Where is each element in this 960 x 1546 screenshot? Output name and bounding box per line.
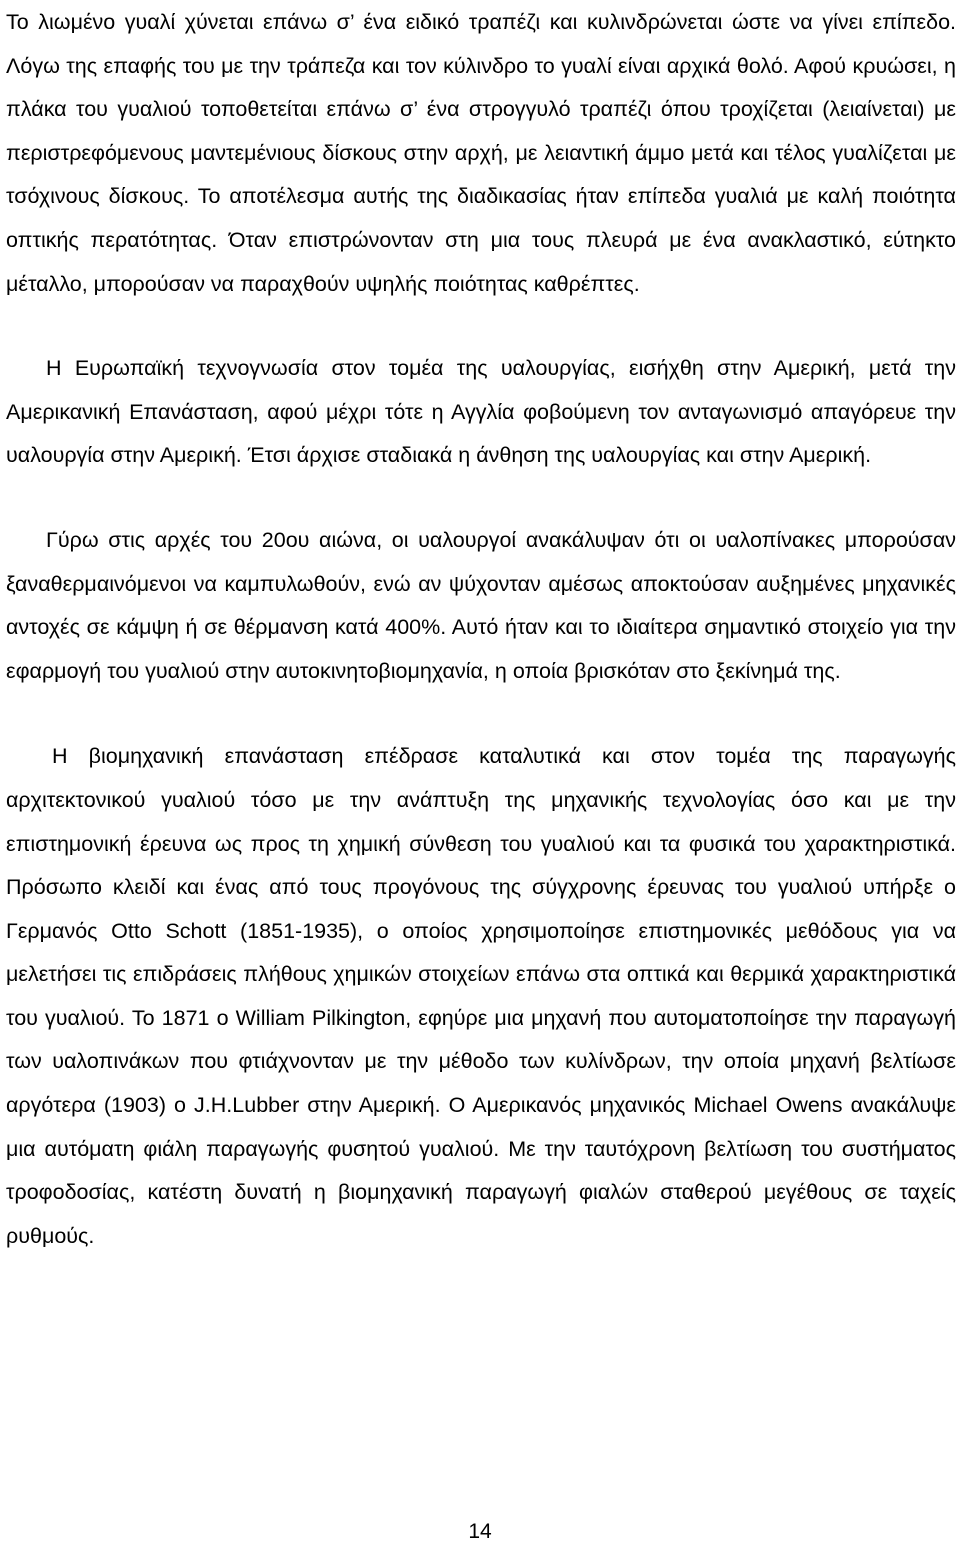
paragraph: Γύρω στις αρχές του 20ου αιώνα, οι υαλουργοί ανακάλυψαν ότι οι υαλοπίνακες μπορούσαν ξαναθερμαινόμενοι να καμπυλωθούν, ενώ αν ψύχονταν αμέσως αποκτούσαν αυξημένες μηχανικές αντοχές σε κάμψη ή σε θέρμανση κατά 400%. Αυτό ήταν και το ιδιαίτερα σημαντικό στοιχείο για την εφαρμογή του γυαλιού στην αυτοκινητοβιομηχανία, η οποία βρισκόταν στο ξεκίνημά της.: [6, 527, 956, 683]
paragraph: Το λιωμένο γυαλί χύνεται επάνω σ’ ένα ειδικό τραπέζι και κυλινδρώνεται ώστε να γίνει επίπεδο. Λόγω της επαφής του με την τράπεζα και τον κύλινδρο το γυαλί είναι αρχικά θολό. Αφού κρυώσει, η πλάκα του γυαλιού τοποθετείται επάνω σ’ ένα στρογγυλό τραπέζι όπου τροχίζεται (λειαίνεται) με περιστρεφόμενους μαντεμένιους δίσκους στην αρχή, με λειαντική άμμο μετά και τέλος γυαλίζεται με τσόχινους δίσκους. Το αποτέλεσμα αυτής της διαδικασίας ήταν επίπεδα γυαλιά με καλή ποιότητα οπτικής περατότητας. Όταν επιστρώνονταν στη μια τους πλευρά με ένα ανακλαστικό, εύτηκτο μέταλλο, μπορούσαν να παραχθούν υψηλής ποιότητας καθρέπτες.: [6, 10, 956, 296]
page-number: 14: [468, 1520, 492, 1543]
paragraph: Η βιομηχανική επανάσταση επέδρασε καταλυτικά και στον τομέα της παραγωγής αρχιτεκτονικού γυαλιού τόσο με την ανάπτυξη της μηχανικής τεχνολογίας όσο και με την επιστημονική έρευνα ως προς τη χημική σύνθεση του γυαλιού και τα φυσικά του χαρακτηριστικά. Πρόσωπο κλειδί και ένας από τους προγόνους της σύγχρονης έρευνας του γυαλιού υπήρξε ο Γερμανός Otto Schott (1851-1935), ο οποίος χρησιμοποίησε επιστημονικές μεθόδους για να μελετήσει τις επιδράσεις πλήθους χημικών στοιχείων επάνω στα οπτικά και θερμικά χαρακτηριστικά του γυαλιού. Το 1871 ο William Pilkington, εφηύρε μια μηχανή που αυτοματοποίησε την παραγωγή των υαλοπινάκων που φτιάχνονταν με την μέθοδο των κυλίνδρων, την οποία μηχανή βελτίωσε αργότερα (1903) ο J.H.Lubber στην Αμερική. Ο Αμερικανός μηχανικός Michael Owens ανακάλυψε μια αυτόματη φιάλη παραγωγής φυσητού γυαλιού. Με την ταυτόχρονη βελτίωση του συστήματος τροφοδοσίας, κατέστη δυνατή η βιομηχανική παραγωγή φιαλών σταθερού μεγέθους σε ταχείς ρυθμούς.: [6, 744, 956, 1248]
document-body: [6, 0, 956, 1258]
paragraph: Η Ευρωπαϊκή τεχνογνωσία στον τομέα της υαλουργίας, εισήχθη στην Αμερική, μετά την Αμερικανική Επανάσταση, αφού μέχρι τότε η Αγγλία φοβούμενη τον ανταγωνισμό απαγόρευε την υαλουργία στην Αμερική. Έτσι άρχισε σταδιακά η άνθηση της υαλουργίας και στην Αμερική.: [6, 356, 956, 468]
